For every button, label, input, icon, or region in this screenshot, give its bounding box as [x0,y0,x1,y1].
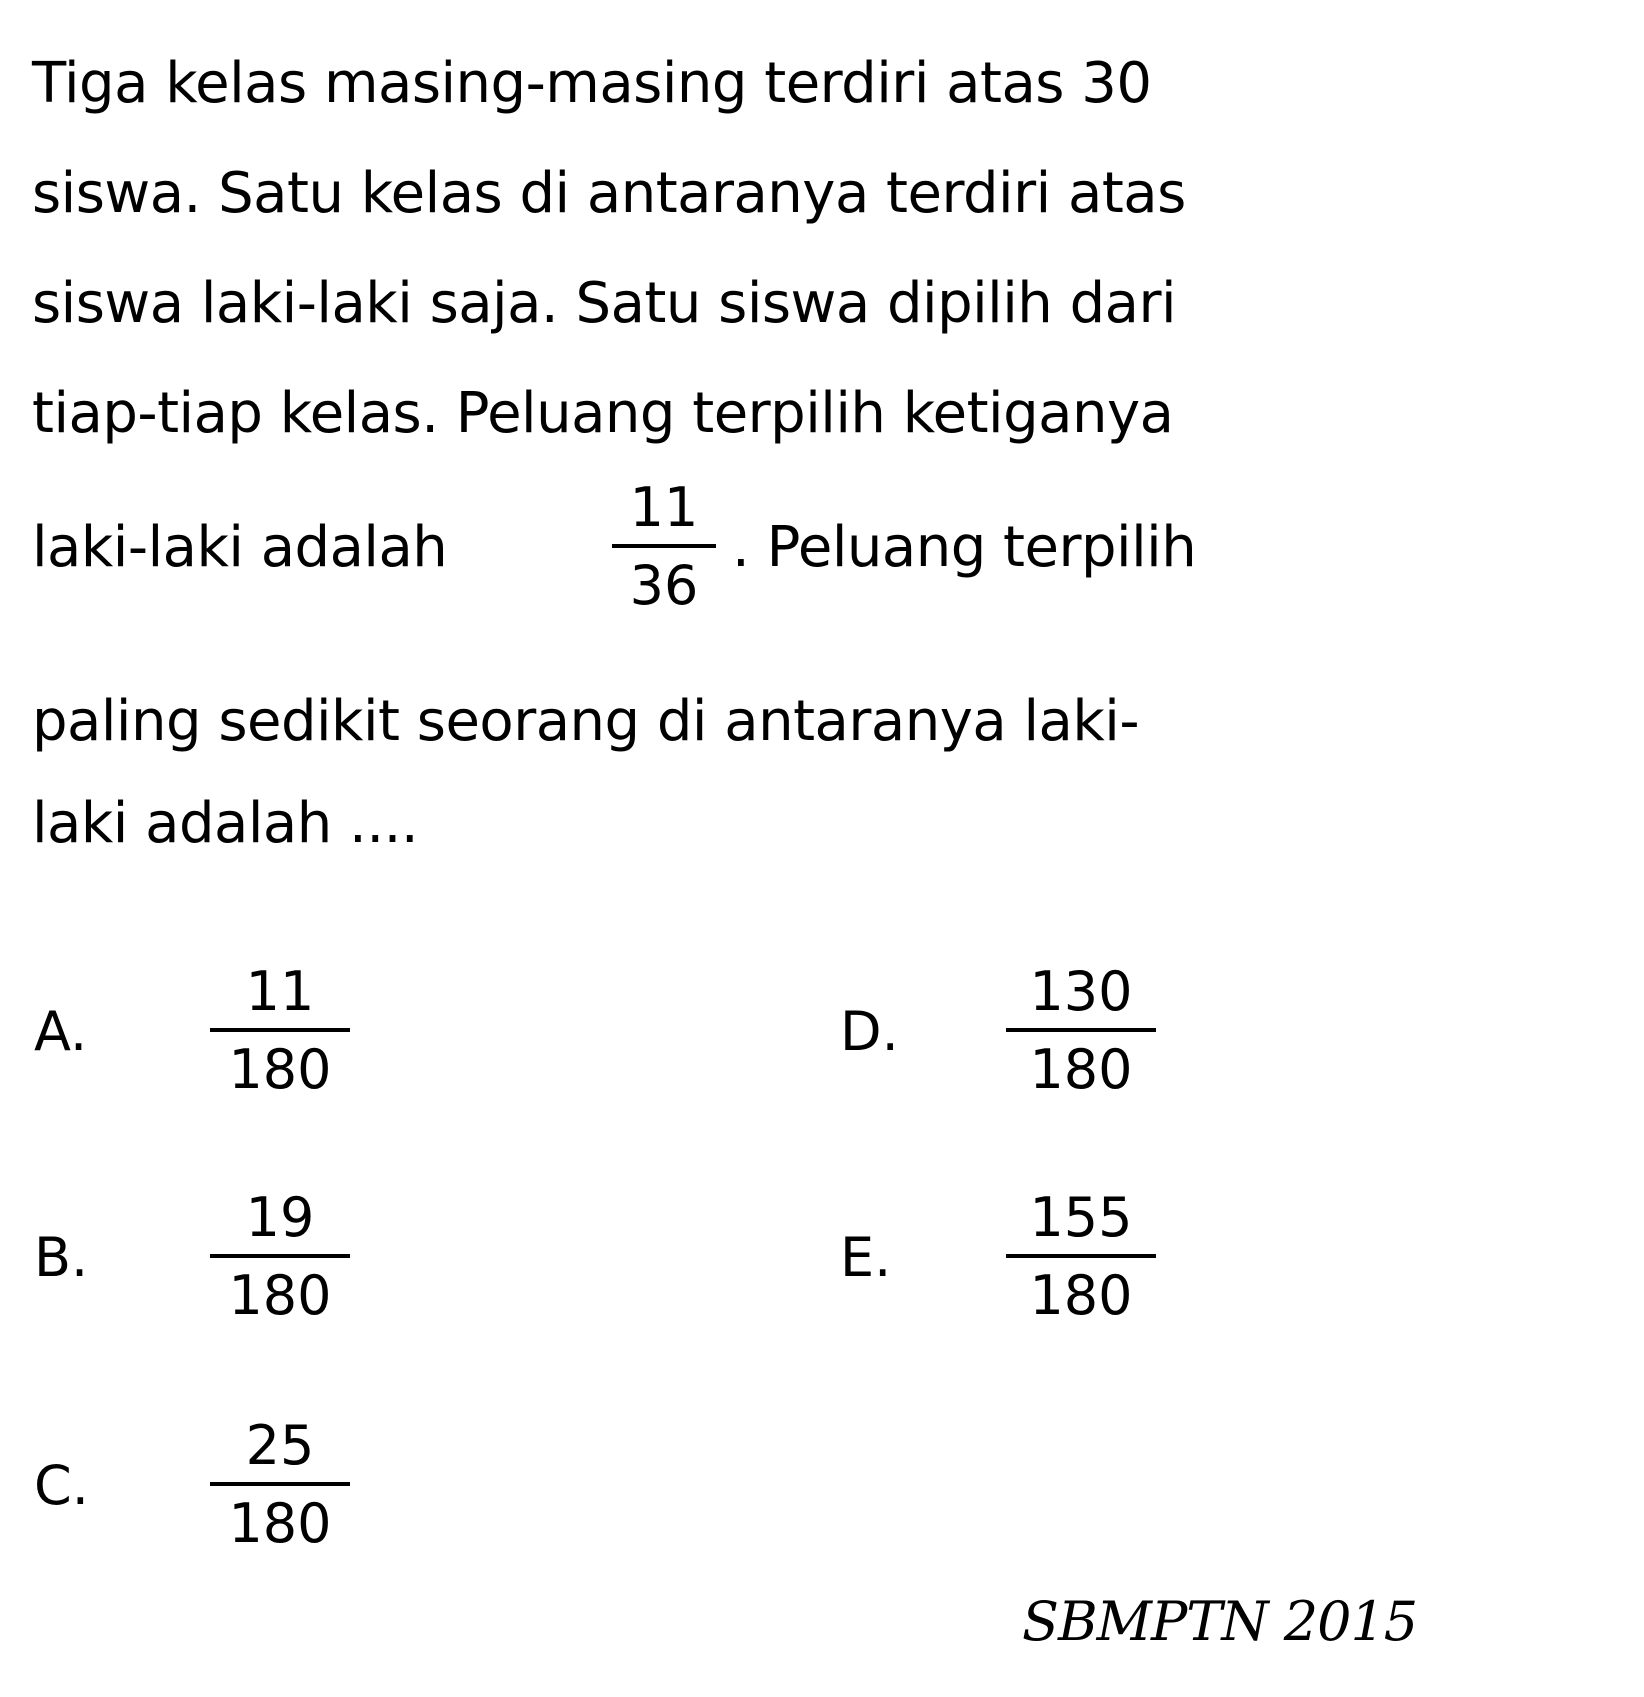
option-b-numerator: 19 [245,1186,315,1249]
fraction-denominator: 36 [629,554,699,617]
fraction-numerator: 11 [629,476,699,539]
option-e-denominator: 180 [1029,1264,1133,1327]
option-c-letter: C. [34,1454,89,1517]
option-d-numerator: 130 [1029,960,1133,1023]
option-b-fraction-bar [210,1254,350,1258]
question-line-2: siswa. Satu kelas di antaranya terdiri atas [32,161,1186,226]
option-a-fraction-bar [210,1028,350,1032]
option-d-letter: D. [840,1000,899,1063]
option-b-letter: B. [34,1226,89,1289]
question-line-5-start: laki-laki adalah [32,515,448,580]
option-a-numerator: 11 [245,960,315,1023]
fraction-bar [612,544,716,548]
option-e-fraction-bar [1006,1254,1156,1258]
option-d-fraction-bar [1006,1028,1156,1032]
option-a-fraction [210,962,350,1100]
option-d-fraction [1006,962,1156,1100]
option-c-numerator: 25 [245,1414,315,1477]
option-b-fraction [210,1188,350,1326]
option-b-denominator: 180 [228,1264,332,1327]
question-line-5-end: . Peluang terpilih [732,515,1197,580]
option-c-denominator: 180 [228,1492,332,1555]
inline-fraction [612,478,716,616]
source-label: SBMPTN 2015 [1022,1590,1418,1653]
question-line-7: laki adalah .... [32,791,419,856]
option-c-fraction-bar [210,1482,350,1486]
option-a-letter: A. [34,1000,88,1063]
option-e-numerator: 155 [1029,1186,1133,1249]
option-c-fraction [210,1416,350,1554]
question-line-6: paling sedikit seorang di antaranya laki- [32,689,1140,754]
question-line-4: tiap-tiap kelas. Peluang terpilih ketiganya [32,381,1174,446]
question-line-1: Tiga kelas masing-masing terdiri atas 30 [32,51,1152,116]
option-e-letter: E. [840,1226,892,1289]
option-d-denominator: 180 [1029,1038,1133,1101]
option-a-denominator: 180 [228,1038,332,1101]
question-line-3: siswa laki-laki saja. Satu siswa dipilih dari [32,271,1177,336]
option-e-fraction [1006,1188,1156,1326]
